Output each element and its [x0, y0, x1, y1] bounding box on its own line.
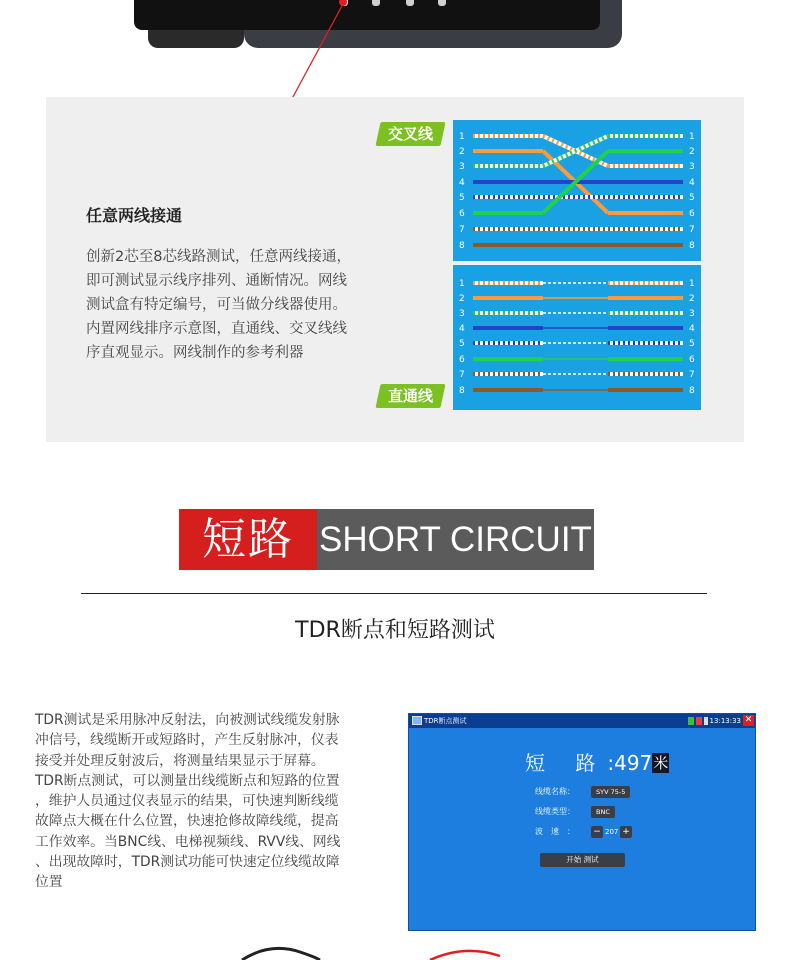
tdr-description-line: 、出现故障时，TDR测试功能可快速定位线缆故障 — [35, 854, 340, 871]
pin-number-right: 6 — [689, 209, 695, 219]
pin-number-left: 8 — [459, 386, 465, 396]
pin-number-right: 3 — [689, 309, 695, 319]
start-test-button[interactable]: 开始 测试 — [540, 853, 625, 867]
close-button[interactable]: ✕ — [744, 715, 753, 725]
wave-speed-decrease-button[interactable]: − — [591, 826, 603, 838]
tdr-description-line: 工作效率。当BNC线、电梯视频线、RVV线、网线 — [35, 833, 341, 850]
section-title-cn: 短路 — [179, 509, 317, 570]
pin-number-left: 6 — [459, 355, 465, 365]
pin-number-right: 6 — [689, 355, 695, 365]
tdr-device-screen — [408, 713, 756, 931]
pin-number-left: 3 — [459, 309, 465, 319]
signal-icon — [688, 717, 694, 725]
alert-icon — [696, 717, 702, 725]
tdr-description-line: 位置 — [35, 874, 63, 891]
cable-illustration — [0, 930, 790, 960]
feature-description-line: 序直观显示。网线制作的参考利器 — [86, 345, 304, 361]
pin-number-right: 8 — [689, 386, 695, 396]
tdr-description-line: 故障点大概在什么位置，快速抢修故障线缆，提高 — [35, 813, 339, 830]
battery-icon — [704, 717, 708, 725]
app-icon — [412, 716, 422, 725]
tdr-description-line: ，维护人员通过仪表显示的结果，可快速判断线缆 — [35, 793, 339, 810]
pin-number-right: 7 — [689, 370, 695, 380]
straight-cable-tag: 直通线 — [375, 384, 445, 408]
cable-type-field[interactable]: BNC — [591, 806, 615, 818]
cable-name-field[interactable]: SYV 75-5 — [591, 786, 630, 798]
pin-number-left: 4 — [459, 324, 465, 334]
pin-number-left: 6 — [459, 209, 465, 219]
pin-number-right: 4 — [689, 178, 695, 188]
pin-number-right: 5 — [689, 339, 695, 349]
pin-number-left: 3 — [459, 162, 465, 172]
pin-number-right: 2 — [689, 147, 695, 157]
wave-speed-label: 波 速 ： — [535, 827, 575, 836]
result-value: :497 — [607, 751, 653, 775]
status-area — [688, 716, 741, 726]
pin-number-right: 1 — [689, 279, 695, 289]
pin-number-right: 8 — [689, 241, 695, 251]
feature-description-line: 内置网线排序示意图，直通线、交叉线线 — [86, 321, 347, 337]
tdr-description-line: 接受并处理反射波后，将测量结果显示于屏幕。 — [35, 752, 325, 769]
feature-description-line: 创新2芯至8芯线路测试，任意两线接通， — [86, 249, 351, 265]
pin-number-left: 5 — [459, 193, 465, 203]
pin-number-right: 4 — [689, 324, 695, 334]
result-unit: 米 — [653, 754, 669, 772]
section-title-en: SHORT CIRCUIT — [317, 509, 594, 570]
section-header — [179, 509, 594, 570]
pin-number-left: 7 — [459, 225, 465, 235]
wave-speed-increase-button[interactable]: + — [620, 826, 632, 838]
crossover-wiring-diagram — [453, 120, 701, 261]
pin-number-left: 4 — [459, 178, 465, 188]
pin-number-right: 7 — [689, 225, 695, 235]
pin-number-right: 1 — [689, 132, 695, 142]
result-label: 短 路 — [525, 751, 608, 775]
pin-number-right: 3 — [689, 162, 695, 172]
cable-type-label: 线缆类型： — [535, 807, 575, 816]
feature-description-line: 测试盒有特定编号，可当做分线器使用。 — [86, 297, 347, 313]
tdr-description-line: TDR测试是采用脉冲反射法，向被测试线缆发射脉 — [35, 712, 340, 728]
divider — [81, 593, 707, 594]
wave-speed-value: 207 — [605, 828, 619, 836]
pin-number-left: 2 — [459, 147, 465, 157]
pin-number-left: 2 — [459, 294, 465, 304]
crossover-cable-tag: 交叉线 — [375, 122, 445, 146]
pin-number-left: 5 — [459, 339, 465, 349]
result-readout — [525, 750, 669, 776]
screen-title: TDR断点测试 — [424, 717, 467, 725]
pin-number-left: 1 — [459, 279, 465, 289]
straight-wiring-diagram — [453, 265, 701, 410]
pin-number-left: 1 — [459, 132, 465, 142]
screen-titlebar — [409, 714, 755, 728]
pin-number-left: 8 — [459, 241, 465, 251]
pin-number-left: 7 — [459, 370, 465, 380]
feature-title: 任意两线接通 — [86, 206, 183, 225]
section-subtitle: TDR断点和短路测试 — [295, 618, 495, 643]
cable-name-label: 线缆名称： — [535, 787, 575, 796]
tdr-description — [35, 710, 390, 893]
clock: 13:13:33 — [709, 717, 741, 725]
feature-description-line: 即可测试显示线序排列、通断情况。网线 — [86, 273, 347, 289]
tdr-description-line: TDR断点测试，可以测量出线缆断点和短路的位置 — [35, 772, 340, 789]
pin-number-right: 2 — [689, 294, 695, 304]
pin-number-right: 5 — [689, 193, 695, 203]
feature-description — [86, 245, 416, 365]
tdr-description-line: 冲信号，线缆断开或短路时，产生反射脉冲，仪表 — [35, 732, 339, 749]
